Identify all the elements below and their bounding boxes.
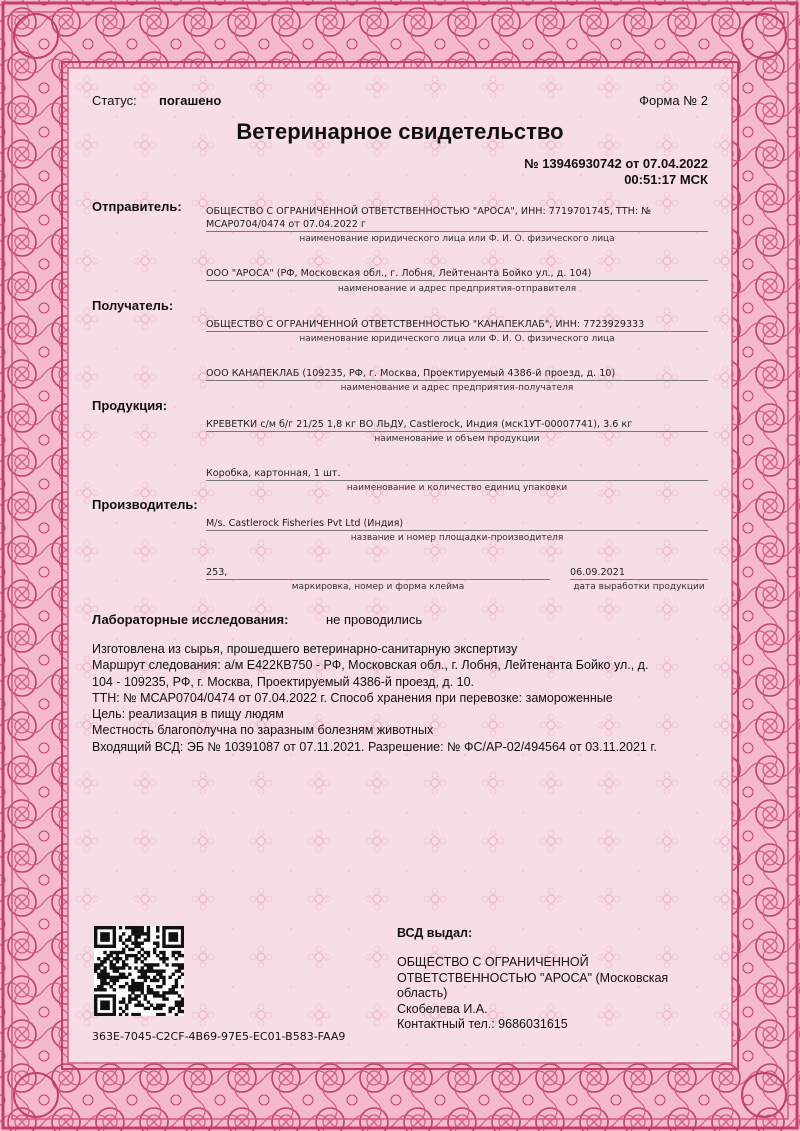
receiver-label: Получатель: (92, 298, 174, 313)
producer-date-field (570, 566, 708, 580)
product-name-caption: наименование и объем продукции (374, 434, 540, 444)
certificate-time: 00:51:17 МСК (624, 172, 708, 187)
form-number: Форма № 2 (639, 93, 708, 108)
receiver-name-field (206, 318, 708, 332)
sender-label: Отправитель: (92, 199, 182, 214)
receiver-enterprise-field (206, 367, 708, 381)
sender-name-line-2: МСАР0704/0474 от 07.04.2022 г (206, 219, 366, 230)
status-label: Статус: (92, 93, 137, 108)
detail-line: Цель: реализация в пищу людям (92, 707, 284, 722)
sender-enterprise-field (206, 267, 708, 281)
sender-enterprise: ООО "АРОСА" (РФ, Московская обл., г. Лобня, Лейтенанта Бойко ул., д. 104) (206, 268, 592, 279)
product-package: Коробка, картонная, 1 шт. (206, 468, 341, 479)
issuer-line: Контактный тел.: 9686031615 (397, 1017, 568, 1031)
producer-marking-caption: маркировка, номер и форма клейма (291, 582, 465, 592)
sender-enterprise-caption: наименование и адрес предприятия-отправителя (337, 284, 577, 294)
issuer-label: ВСД выдал: (397, 926, 473, 940)
producer-marking-field (206, 566, 550, 580)
details-block (92, 641, 712, 755)
issuer-line: Скобелева И.А. (397, 1001, 488, 1016)
issuer-line: ОТВЕТСТВЕННОСТЬЮ "АРОСА" (Московская (397, 970, 669, 985)
sender-name-line-1: ОБЩЕСТВО С ОГРАНИЧЕННОЙ ОТВЕТСТВЕННОСТЬЮ "АРОСА", ИНН: 7719701745, ТТН: № (206, 206, 652, 217)
receiver-enterprise: ООО КАНАПЕКЛАБ (109235, РФ, г. Москва, Проектируемый 4386-й проезд, д. 10) (206, 368, 616, 379)
producer-name-field (206, 517, 708, 531)
product-name-field (206, 418, 708, 432)
qr-code (94, 926, 184, 1016)
detail-line: 104 - 109235, РФ, г. Москва, Проектируемый 4386-й проезд, д. 10. (92, 674, 475, 689)
document-uuid: 363E-7045-C2CF-4B69-97E5-EC01-B583-FAA9 (92, 1030, 346, 1043)
sender-name-field (206, 205, 708, 232)
producer-date: 06.09.2021 (570, 567, 625, 578)
producer-marking: 253, (206, 567, 228, 578)
producer-label: Производитель: (92, 497, 198, 512)
issuer-block (397, 955, 697, 1033)
page-title: Ветеринарное свидетельство (236, 119, 564, 144)
issuer-line: ОБЩЕСТВО С ОГРАНИЧЕННОЙ (397, 955, 589, 969)
detail-line: ТТН: № МСАР0704/0474 от 07.04.2022 г. Способ хранения при перевозке: замороженные (92, 690, 613, 705)
sender-name-caption: наименование юридического лица или Ф. И. О. физического лица (299, 234, 615, 244)
product-package-caption: наименование и количество единиц упаковки (346, 483, 568, 493)
lab-label: Лабораторные исследования: (92, 612, 289, 627)
receiver-name-caption: наименование юридического лица или Ф. И. О. физического лица (299, 334, 615, 344)
product-package-field (206, 467, 708, 481)
producer-name-caption: название и номер площадки-производителя (350, 533, 564, 543)
detail-line: Местность благополучна по заразным болезням животных (92, 723, 434, 738)
issuer-line: область) (397, 986, 448, 1000)
lab-value: не проводились (326, 612, 423, 627)
detail-line: Изготовлена из сырья, прошедшего ветеринарно-санитарную экспертизу (92, 642, 518, 656)
producer-date-caption: дата выработки продукции (573, 582, 705, 592)
receiver-enterprise-caption: наименование и адрес предприятия-получателя (340, 383, 574, 393)
certificate-number: № 13946930742 от 07.04.2022 (524, 156, 708, 171)
product-label: Продукция: (92, 398, 168, 413)
status-value: погашено (159, 93, 222, 108)
detail-line: Входящий ВСД: ЭБ № 10391087 от 07.11.2021. Разрешение: № ФС/АР-02/494564 от 03.11.2021 г. (92, 739, 657, 754)
product-name: КРЕВЕТКИ с/м б/г 21/25 1,8 кг ВО ЛЬДУ, Castlerock, Индия (мск1УТ-00007741), 3.6 кг (206, 419, 633, 430)
producer-name: M/s. Castlerock Fisheries Pvt Ltd (Индия) (206, 518, 404, 529)
receiver-name: ОБЩЕСТВО С ОГРАНИЧЕННОЙ ОТВЕТСТВЕННОСТЬЮ "КАНАПЕКЛАБ", ИНН: 7723929333 (206, 319, 645, 330)
detail-line: Маршрут следования: а/м Е422КВ750 - РФ, Московская обл., г. Лобня, Лейтенанта Бойко ул., д. (92, 658, 649, 673)
